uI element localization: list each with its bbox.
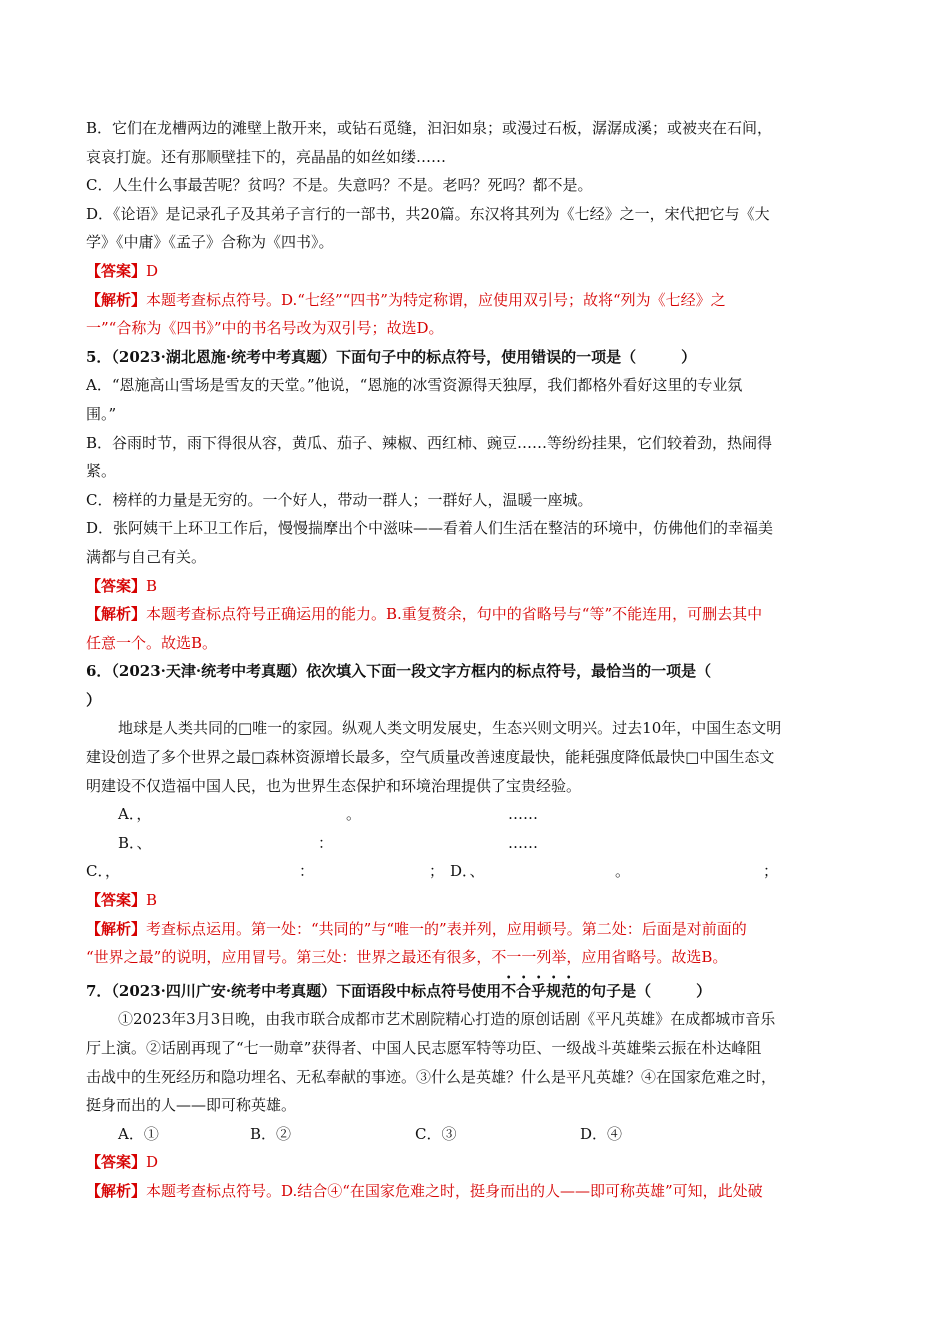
text-line: [86, 972, 866, 1006]
text-line: [86, 915, 866, 944]
option-item: ；: [429, 862, 445, 881]
line-text: B．它们在龙槽两边的滩壁上散开来，或钻石觅缝，汩汩如泉；或漫过石板，潺潺成溪；或被夹在石间，: [86, 119, 773, 137]
text-line: [86, 486, 866, 515]
line-text: 紧。: [86, 462, 117, 481]
text-line: [86, 600, 866, 629]
line-text: 厅上演。②话剧再现了“七一勋章”获得者、中国人民志愿军特等功臣、一级战斗英雄柴云振在朴达峰阻: [86, 1039, 762, 1057]
label-tag: 【答案】: [86, 1153, 147, 1172]
option-row: [86, 829, 866, 858]
line-text: 任意一个。故选B。: [86, 633, 218, 652]
text-line: [86, 114, 866, 143]
text-line: [86, 314, 866, 343]
line-text: 本题考查标点符号正确运用的能力。B.重复赘余，句中的省略号与“等”不能连用，可删去其中: [146, 605, 763, 624]
text-line: [86, 400, 866, 429]
line-text-tail: 的句子是（ ）: [576, 981, 712, 1000]
text-line: [86, 1005, 866, 1034]
option-item: D．④: [580, 1124, 623, 1143]
line-text: 7．（2023·四川广安·统考中考真题）下面语段中标点符号使用: [86, 981, 502, 1000]
line-text: 满都与自己有关。: [86, 547, 207, 566]
line-text: D: [146, 261, 159, 280]
line-text: 考查标点运用。第一处：“共同的”与“唯一的”表并列，应用顿号。第二处：后面是对前面的: [146, 919, 747, 938]
option-item: ；: [763, 862, 779, 881]
text-line: [86, 772, 866, 801]
text-line: [86, 343, 866, 372]
text-line: [86, 886, 866, 915]
line-text: D．张阿姨干上环卫工作后，慢慢揣摩出个中滋味——看着人们生活在整洁的环境中，仿佛他们的幸福美: [86, 519, 774, 538]
line-text: 本题考查标点符号。D.“七经”“四书”为特定称谓，应使用双引号；故将“列为《七经》之: [146, 290, 726, 309]
line-text: D．《论语》是记录孔子及其弟子言行的一部书，共20篇。东汉将其列为《七经》之一，宋代把它与《大: [86, 204, 770, 223]
text-line: [86, 714, 866, 743]
option-item: 。: [615, 862, 631, 881]
text-line: [86, 257, 866, 286]
text-line: [86, 1091, 866, 1120]
option-row: [86, 857, 866, 886]
line-text: 明建设不仅造福中国人民，也为世界生态保护和环境治理提供了宝贵经验。: [86, 776, 582, 795]
label-tag: 【答案】: [86, 891, 147, 910]
option-item: ：: [299, 862, 315, 881]
text-line: [86, 143, 866, 172]
line-text: A．“恩施高山雪场是雪友的天堂。”他说，“恩施的冰雪资源得天独厚，我们都格外看好这里的专业氛: [86, 376, 743, 395]
line-text: 6．（2023·天津·统考中考真题）依次填入下面一段文字方框内的标点符号，最恰当的一项是（: [86, 662, 712, 681]
line-text: 一”“合称为《四书》”中的书名号改为双引号；故选D。: [86, 319, 444, 338]
text-line: [86, 943, 866, 972]
text-line: [86, 686, 866, 715]
option-item: ：: [318, 833, 334, 852]
line-text: 围。”: [86, 404, 117, 423]
label-tag: 【解析】: [86, 919, 147, 938]
line-text: 哀哀打旋。还有那顺壁挂下的，亮晶晶的如丝如缕……: [86, 147, 447, 166]
text-line: [86, 228, 866, 257]
text-line: [86, 1148, 866, 1177]
option-item: D．、: [450, 862, 485, 881]
option-item: C．，: [86, 862, 120, 881]
line-text: 击战中的生死经历和隐功埋名、无私奉献的事迹。③什么是英雄？什么是平凡英雄？④在国家危难之时，: [86, 1067, 777, 1086]
text-line: [86, 1063, 866, 1092]
text-line: [86, 371, 866, 400]
text-line: [86, 657, 866, 686]
document-body: [86, 114, 866, 1206]
line-text: 本题考查标点符号。D.结合④“在国家危难之时，挺身而出的人——即可称英雄”可知，此处破: [146, 1181, 763, 1200]
text-line: [86, 200, 866, 229]
text-line: [86, 629, 866, 658]
option-item: 。: [346, 805, 362, 824]
line-text: C．人生什么事最苦呢？贫吗？不是。失意吗？不是。老吗？死吗？都不是。: [86, 176, 593, 195]
line-text: ①2023年3月3日晚，由我市联合成都市艺术剧院精心打造的原创话剧《平凡英雄》在成都城市音乐: [118, 1010, 776, 1029]
text-line: [86, 171, 866, 200]
text-line: [86, 743, 866, 772]
line-text: 建设创造了多个世界之最□森林资源增长最多，空气质量改善速度最快，能耗强度降低最快□中国生态文: [86, 748, 775, 767]
option-item: C．③: [415, 1124, 457, 1143]
line-text: D: [146, 1153, 159, 1172]
line-text: ）: [86, 690, 102, 709]
text-line: [86, 429, 866, 458]
line-text: 5．（2023·湖北恩施·统考中考真题）下面句子中的标点符号，使用错误的一项是（ ）: [86, 347, 697, 366]
option-item: A．，: [118, 805, 152, 824]
line-text: 挺身而出的人——即可称英雄。: [86, 1096, 297, 1115]
text-line: [86, 514, 866, 543]
text-line: [86, 1034, 866, 1063]
option-item: ……: [508, 805, 538, 824]
emphasized-text: 不合乎规范: [501, 981, 577, 1000]
label-tag: 【答案】: [86, 261, 147, 280]
option-item: B．②: [250, 1124, 292, 1143]
label-tag: 【解析】: [86, 1181, 147, 1200]
label-tag: 【答案】: [86, 576, 147, 595]
line-text: B．谷雨时节，雨下得很从容，黄瓜、茄子、辣椒、西红柿、豌豆……等纷纷挂果，它们较着劲，热闹得: [86, 433, 773, 452]
text-line: [86, 286, 866, 315]
option-row: [86, 800, 866, 829]
label-tag: 【解析】: [86, 605, 147, 624]
label-tag: 【解析】: [86, 290, 147, 309]
text-line: [86, 1177, 866, 1206]
line-text: “世界之最”的说明，应用冒号。第三处：世界之最还有很多，不一一列举，应用省略号。故选B。: [86, 948, 728, 967]
text-line: [86, 572, 866, 601]
line-text: B: [146, 576, 158, 595]
text-line: [86, 457, 866, 486]
option-item: B．、: [118, 833, 152, 852]
line-text: C．榜样的力量是无穷的。一个好人，带动一群人；一群好人，温暖一座城。: [86, 490, 593, 509]
line-text: 学》《中庸》《孟子》合称为《四书》。: [86, 233, 334, 252]
line-text: 地球是人类共同的□唯一的家园。纵观人类文明发展史，生态兴则文明兴。过去10年，中国生态文明: [118, 719, 782, 738]
line-text: B: [146, 891, 158, 910]
text-line: [86, 543, 866, 572]
option-item: A．①: [118, 1124, 159, 1143]
option-row: [86, 1120, 866, 1149]
option-item: ……: [508, 833, 538, 852]
